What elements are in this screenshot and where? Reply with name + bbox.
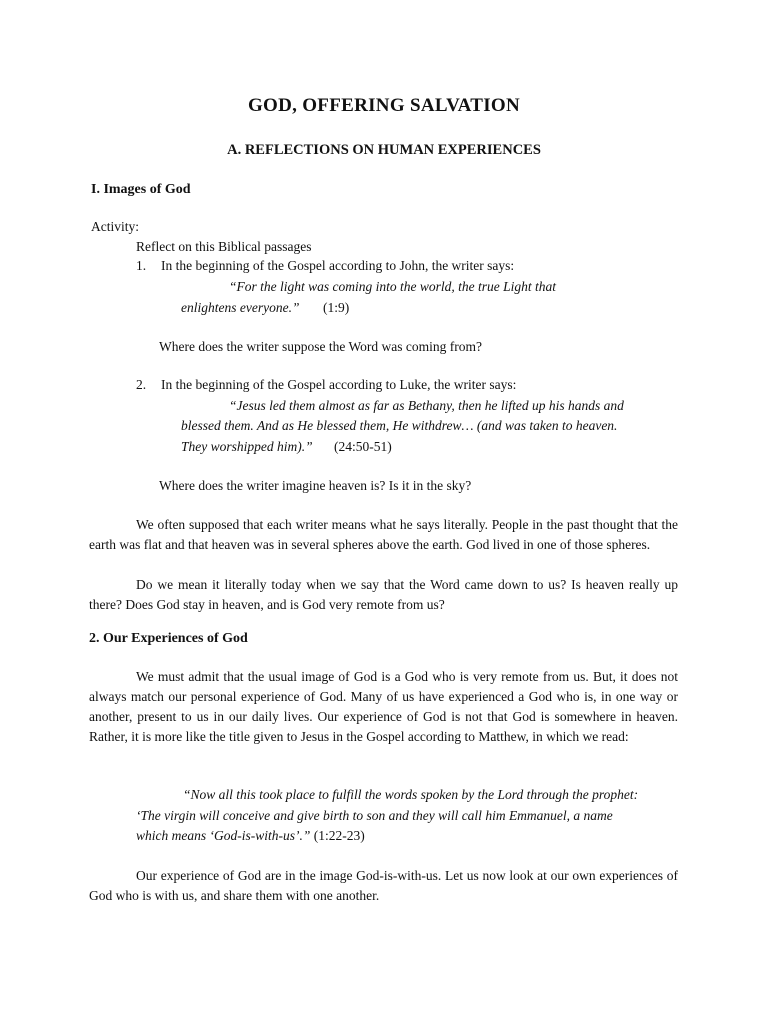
list-item-intro: In the beginning of the Gospel according to Luke, the writer says:	[161, 377, 517, 392]
activity-instruction: Reflect on this Biblical passages	[136, 239, 312, 254]
body-paragraph: We often supposed that each writer means what he says literally. People in the past thought that the earth was flat and that heaven was in several spheres above the earth. God lived in one of those spheres.	[89, 517, 678, 552]
scripture-citation: (1:22-23)	[313, 828, 365, 843]
scripture-quote-line: blessed them. And as He blessed them, He withdrew… (and was taken to heaven.	[181, 418, 618, 433]
section-heading-experiences-of-god: 2. Our Experiences of God	[89, 631, 248, 646]
scripture-quote-block	[136, 785, 641, 847]
scripture-quote-text: “Now all this took place to fulfill the words spoken by the Lord through the prophet: ‘The virgin will conceive and give birth to son and they will call him Emmanuel, a name which means ‘God-is-with-us’.”	[136, 787, 639, 843]
page-title: GOD, OFFERING SALVATION	[247, 95, 521, 116]
body-paragraph: We must admit that the usual image of God is a God who is very remote from us. But, it does not always match our personal experience of God. Many of us have experienced a God who is, in one way or another, present to us in our daily lives. Our experience of God is not that God is somewhere in heaven. Rather, it is more like the title given to Jesus in the Gospel according to Matthew, in which we read:	[89, 669, 678, 744]
scripture-citation: (1:9)	[323, 300, 350, 315]
section-heading-images-of-god: I. Images of God	[91, 182, 191, 197]
scripture-quote-line: “Jesus led them almost as far as Bethany, then he lifted up his hands and	[229, 398, 624, 413]
body-paragraph: Do we mean it literally today when we say that the Word came down to us? Is heaven really up there? Does God stay in heaven, and is God very remote from us?	[89, 577, 678, 612]
scripture-citation: (24:50-51)	[334, 439, 392, 454]
activity-label: Activity:	[91, 219, 139, 234]
list-item-intro: In the beginning of the Gospel according to John, the writer says:	[161, 258, 515, 273]
list-item-number: 2.	[136, 377, 147, 392]
scripture-quote-line: “For the light was coming into the world, the true Light that	[229, 279, 557, 294]
section-subtitle: A. REFLECTIONS ON HUMAN EXPERIENCES	[227, 142, 541, 158]
scripture-quote-line: They worshipped him).”	[181, 439, 313, 454]
list-item-number: 1.	[136, 258, 147, 273]
scripture-quote-line: enlightens everyone.”	[181, 300, 300, 315]
reflection-question: Where does the writer imagine heaven is? Is it in the sky?	[159, 478, 472, 493]
body-paragraph: Our experience of God are in the image God-is-with-us. Let us now look at our own experiences of God who is with us, and share them with one another.	[89, 868, 678, 903]
reflection-question: Where does the writer suppose the Word was coming from?	[159, 339, 482, 354]
